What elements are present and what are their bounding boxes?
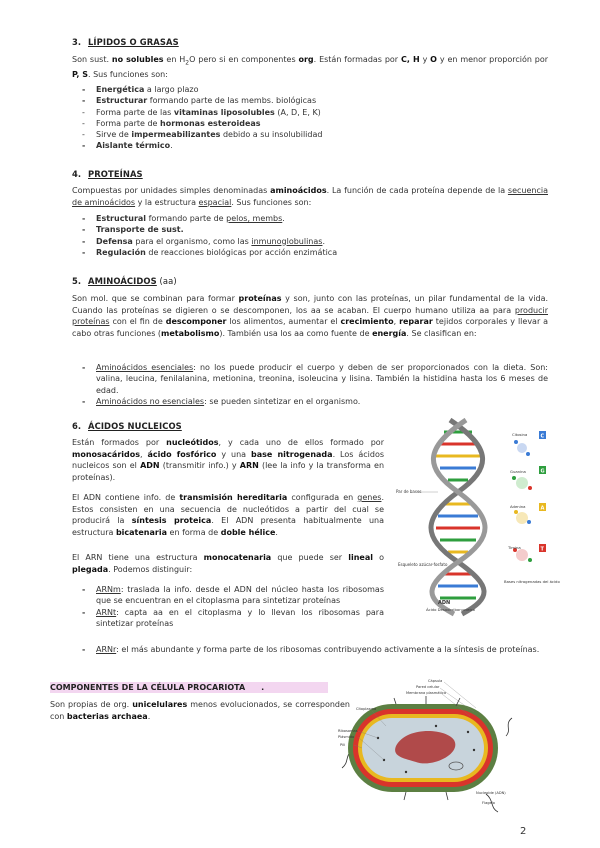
list-item: - Aminoácidos no esenciales: se pueden sintetizar en el organismo. — [78, 396, 548, 407]
list-item: - Energética a largo plazo — [78, 84, 548, 95]
heading-celula-procariota: COMPONENTES DE LA CÉLULA PROCARIOTA . — [50, 682, 328, 693]
paragraph-aminoacidos: Son mol. que se combinan para formar proteínas y son, junto con las proteínas, un pilar fundamental de la vida. Cuando las proteínas se digieren o se descomponen, los aa se acaban. El cuerpo humano utiliza aa para producir proteínas con el fin de descomponer los alimentos, aumentar el crecimiento, reparar tejidos corporales y llevar a cabo otras funciones (metabolismo). También usa los aa como fuente de energía. Se clasifican en: — [72, 294, 549, 338]
svg-text:Plásmido: Plásmido — [338, 735, 355, 739]
base-molecule-guanina — [510, 469, 532, 490]
base-color-key — [539, 431, 546, 553]
label-par-de-bases: Par de bases — [396, 489, 422, 494]
base-molecule-adenina — [510, 504, 531, 524]
svg-text:Guanina: Guanina — [510, 469, 526, 474]
svg-text:A: A — [540, 505, 545, 512]
svg-text:Nucleoide (ADN): Nucleoide (ADN) — [476, 791, 506, 795]
list-aminoacidos-tipos — [78, 362, 548, 407]
svg-text:Cápsula: Cápsula — [428, 679, 443, 683]
list-item: - Aislante térmico. — [78, 140, 548, 151]
svg-text:Adenina: Adenina — [510, 504, 526, 509]
svg-text:T: T — [540, 546, 544, 553]
paragraph-nucleicos-1: Están formados por nucleótidos, y cada uno de ellos formado por monosacáridos, ácido fosfórico y una base nitrogenada. Los ácidos nucleicos son el ADN (transmitir info.) y ARN (lee la info y la transforma en proteínas). — [72, 438, 385, 482]
heading-proteinas: 4. PROTEÍNAS — [72, 169, 143, 179]
paragraph-nucleicos-3: El ARN tiene una estructura monocatenaria que puede ser lineal o plegada. Podemos distinguir: — [72, 553, 384, 574]
paragraph-nucleicos-2: El ADN contiene info. de transmisión hereditaria configurada en genes. Estos consisten en una secuencia de nucleótidos a partir del cual se producirá la síntesis proteica. El ADN presenta habitualmente una estructura bicatenaria en forma de doble hélice. — [72, 493, 384, 537]
label-adn-caption: Ácido Desoxirribonucleico — [426, 607, 475, 612]
list-item: - Defensa para el organismo, como las inmunoglobulinas. — [78, 236, 548, 247]
list-item: - ARNt: capta aa en el citoplasma y lo llevan los ribosomas para sintetizar proteínas — [78, 607, 384, 630]
svg-text:Flagelo: Flagelo — [482, 801, 495, 805]
list-item: - Aminoácidos esenciales: no los puede producir el cuerpo y deben de ser proporcionados con la dieta. Son: valina, leucina, fenilalanina, metionina, treonina, isoleucina y lisina. También la histidina hasta los 6 meses de edad. — [78, 362, 548, 396]
label-esqueleto: Esqueleto azúcar-fosfato — [398, 562, 448, 567]
list-item: - ARNm: traslada la info. desde el ADN del núcleo hasta los ribosomas que se encuentran en el citoplasma para sintetizar proteínas — [78, 584, 384, 607]
list-arn-tipos — [78, 584, 384, 629]
paragraph-proteinas: Compuestas por unidades simples denominadas aminoácidos. La función de cada proteína depende de la secuencia de aminoácidos y la estructura espacial. Sus funciones son: — [72, 186, 548, 207]
list-item: - Estructural formando parte de pelos, membs. — [78, 213, 548, 224]
list-item: - Transporte de sust. — [78, 224, 548, 235]
svg-text:Membrana plasmática: Membrana plasmática — [406, 691, 447, 695]
heading-lipidos: 3. LÍPIDOS O GRASAS — [72, 37, 179, 47]
svg-text:Citoplasma: Citoplasma — [356, 707, 377, 711]
list-item: - Forma parte de las vitaminas liposolubles (A, D, E, K) — [78, 107, 548, 118]
label-adn: ADN — [438, 600, 451, 606]
label-bases-nitrogenadas: Bases nitrogenadas del ácido — [504, 579, 560, 584]
svg-text:Pili: Pili — [340, 743, 346, 747]
list-proteinas-funciones — [78, 213, 548, 258]
page-number: 2 — [520, 826, 527, 837]
base-molecule-citosina — [512, 432, 530, 456]
svg-text:Citosina: Citosina — [512, 432, 528, 437]
svg-text:C: C — [540, 433, 545, 440]
heading-aminoacidos: 5. AMINOÁCIDOS (aa) — [72, 276, 177, 286]
list-item: - Sirve de impermeabilizantes debido a su insolubilidad — [78, 129, 548, 140]
list-item: - Estructurar formando parte de las membs. biológicas — [78, 95, 548, 106]
list-item: - Forma parte de hormonas esteroideas — [78, 118, 548, 129]
heading-acidos-nucleicos: 6. ÁCIDOS NUCLEICOS — [72, 421, 182, 431]
paragraph-lipidos: Son sust. no solubles en $H_2O$ pero si en componentes org. Están formadas por C, H y O y en menor proporción por P, S. Sus funciones son: — [72, 55, 549, 80]
dna-double-helix-figure — [392, 418, 560, 614]
list-arn-tipos-cont — [78, 644, 548, 655]
svg-text:Ribosomas: Ribosomas — [338, 729, 358, 733]
paragraph-celula: Son propias de org. unicelulares menos evolucionados, se corresponden con bacterias archaea. — [50, 700, 350, 721]
base-molecule-timina — [507, 545, 532, 562]
list-item: - ARNr: el más abundante y forma parte de los ribosomas contribuyendo activamente a la síntesis de proteínas. — [78, 644, 548, 655]
svg-text:Timina: Timina — [508, 545, 521, 550]
svg-text:G: G — [540, 468, 545, 475]
list-item: - Regulación de reacciones biológicas por acción enzimática — [78, 247, 548, 258]
list-lipidos-funciones — [78, 84, 548, 152]
prokaryotic-cell-figure — [336, 676, 516, 816]
svg-text:Pared celular: Pared celular — [416, 685, 440, 689]
